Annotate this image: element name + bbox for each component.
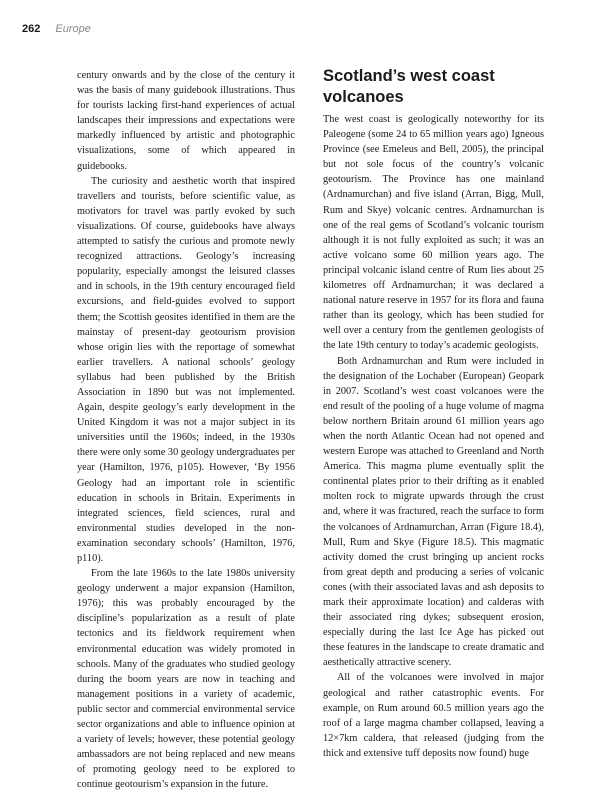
page-number: 262 — [22, 23, 41, 35]
paragraph: From the late 1960s to the late 1980s university geology underwent a major expansion (Hamilton, 1976); this was probably encouraged by the discipline’s popularization as a result of plate tectonics and its fieldwork requirement when environmental education was widely promoted in schools. Many of the graduates who studied geology during the boom years are now in teaching and management positions in a variety of academic, public sector and commercial environmental service sector organizations and able to influence opinion at a variety of levels; however, these potential geology ambassadors are not being replaced and new means of promoting geology need to be explored to continue geotourism’s expansion in the future. — [77, 568, 295, 791]
paragraph: The west coast is geologically noteworthy for its Paleogene (some 24 to 65 million years ago) Igneous Province (see Emeleus and Bell, 2005), the principal but not sole focus of the country’s volcanic geotourism. The Province has one mainland (Ardnamurchan) and five island (Arran, Bigg, Mull, Rum and Skye) volcanic centres. Ardnamurchan is one of the real gems of Scotland’s volcanic tourism although it is not fully exploited as such; it was an active volcano some 60 million years ago. The principal volcanic island centre of Rum lies about 25 kilometres off Ardnamurchan; it was declared a national nature reserve in 1957 for its flora and fauna rather than its geology, which has been studied for well over a century from the gentlemen geologists of the late 19th century to today’s academic geologists. — [323, 114, 544, 352]
paragraph: Both Ardnamurchan and Rum were included in the designation of the Lochaber (European) Geopark in 2007. Scotland’s west coast volcanoes were the end result of the pooling of a huge volume of magma below northern Britain around 61 million years ago when the north Atlantic Ocean had not opened and western Europe was attached to Greenland and North America. This magma plume eventually split the continental plates prior to their drifting as it enabled molten rock to migrate upwards through the crust and, where it was fractured, reach the surface to form the volcanoes of Ardnamurchan, Arran (Figure 18.4), Mull, Rum and Skye (Figure 18.5). This magmatic activity domed the crust bringing up ancient rocks from great depth and producing a series of volcanic cones (with their associated lavas and ash deposits to mark their approximate location) and calderas with their associated ring dykes; subsequent erosion, especially during the last Ice Age has picked out these features in the landscape to create dramatic and aesthetically attractive scenery. — [323, 355, 544, 669]
paragraph: century onwards and by the close of the century it was the basis of many guidebook illustrations. Thus for tourists lacking first-hand experiences of actual landscapes their impressions and expectations were markedly influenced by artistic and photographic visualizations, some of which appeared in guidebooks. — [77, 70, 295, 172]
paragraph: The curiosity and aesthetic worth that inspired travellers and tourists, before scientific value, as motivators for travel was partly evoked by such visualizations. Of course, guidebooks have always attempted to satisfy the curious and promote newly recognized attractions. Geology’s increasing popularity, especially amongst the leisured classes and in schools, in the 19th century encouraged field excursions, and field-guides evolved to support them; the Scottish geosites identified in them are the mainstay of present-day geotourism provision whose origin lies with the reportage of somewhat earlier travellers. A national schools’ geology syllabus had been published by the British Association in 1890 but was not implemented. Again, despite geology’s early development in the United Kingdom it was not a major subject in its universities until the 1960s; indeed, in the 1930s there were only some 30 geology undergraduates per year (Hamilton, 1976, p105). However, ‘By 1956 Geology had an important role in scientific education in schools in Britain. Experiments in integrated sciences, field sciences, rural and environmental studies developed in the non-examination secondary schools’ (Hamilton, 1976, p110). — [77, 175, 295, 564]
section-title: Europe — [55, 23, 91, 35]
section-heading: Scotland’s west coast volcanoes — [323, 67, 495, 106]
running-header — [22, 23, 91, 35]
paragraph: All of the volcanoes were involved in major geological and rather catastrophic events. For example, on Rum around 60.5 million years ago the roof of a large magma chamber collapsed, leaving a 12×7km caldera, that released (judging from the thick and extensive tuff deposits now found) huge — [323, 672, 544, 759]
right-column — [323, 66, 544, 761]
left-column — [77, 68, 295, 793]
